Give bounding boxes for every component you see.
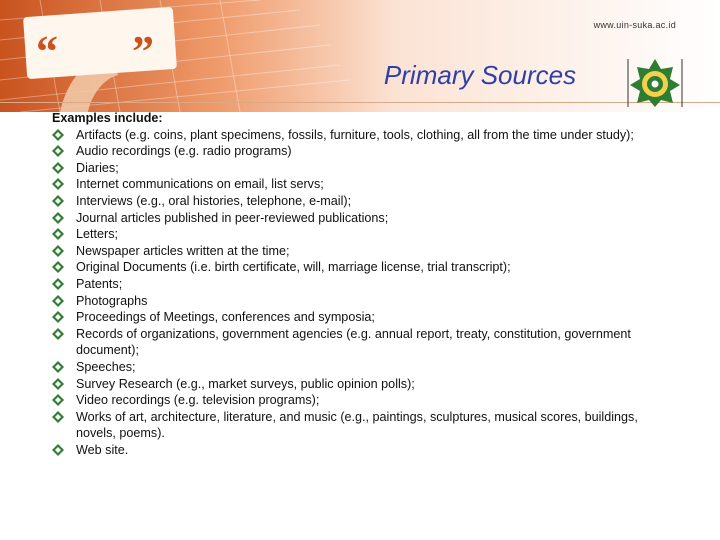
list-item bbox=[52, 193, 662, 210]
list-item bbox=[52, 442, 662, 459]
list-item bbox=[52, 359, 662, 376]
diamond-bullet-icon bbox=[52, 129, 64, 141]
list-item-text: Original Documents (i.e. birth certificate, will, marriage license, trial transcript); bbox=[76, 260, 511, 275]
university-emblem-icon bbox=[626, 55, 684, 109]
list-item bbox=[52, 376, 662, 393]
list-item-text: Records of organizations, government agencies (e.g. annual report, treaty, constitution, government document); bbox=[76, 326, 631, 358]
list-item bbox=[52, 143, 662, 160]
list-item-text: Interviews (e.g., oral histories, telephone, e-mail); bbox=[76, 193, 352, 208]
list-item-text: Audio recordings (e.g. radio programs) bbox=[76, 144, 292, 159]
list-item-text: Internet communications on email, list servs; bbox=[76, 177, 324, 192]
slide-body bbox=[52, 110, 662, 458]
list-item-text: Photographs bbox=[76, 293, 148, 308]
diamond-bullet-icon bbox=[52, 228, 64, 240]
list-item-text: Survey Research (e.g., market surveys, public opinion polls); bbox=[76, 376, 415, 391]
list-item-text: Speeches; bbox=[76, 359, 136, 374]
intro-heading: Examples include: bbox=[52, 111, 163, 125]
list-item bbox=[52, 226, 662, 243]
list-item bbox=[52, 160, 662, 177]
diamond-bullet-icon bbox=[52, 328, 64, 340]
diamond-bullet-icon bbox=[52, 378, 64, 390]
list-item bbox=[52, 309, 662, 326]
slide-title: Primary Sources bbox=[383, 60, 577, 90]
list-item-text: Web site. bbox=[76, 442, 129, 457]
diamond-bullet-icon bbox=[52, 212, 64, 224]
list-item bbox=[52, 210, 662, 227]
list-item bbox=[52, 176, 662, 193]
site-url[interactable]: www.uin-suka.ac.id bbox=[593, 20, 676, 30]
list-item bbox=[52, 293, 662, 310]
list-item-text: Proceedings of Meetings, conferences and symposia; bbox=[76, 310, 375, 325]
diamond-bullet-icon bbox=[52, 261, 64, 273]
diamond-bullet-icon bbox=[52, 195, 64, 207]
svg-text:“: “ bbox=[36, 27, 58, 76]
diamond-bullet-icon bbox=[52, 394, 64, 406]
diamond-bullet-icon bbox=[52, 361, 64, 373]
svg-text:”: ” bbox=[132, 27, 154, 76]
list-item bbox=[52, 392, 662, 409]
diamond-bullet-icon bbox=[52, 178, 64, 190]
list-item bbox=[52, 259, 662, 276]
list-item bbox=[52, 409, 662, 442]
list-item-text: Patents; bbox=[76, 276, 123, 291]
list-item bbox=[52, 326, 662, 359]
list-item-text: Newspaper articles written at the time; bbox=[76, 243, 290, 258]
list-item-text: Video recordings (e.g. television programs); bbox=[76, 393, 320, 408]
list-item-text: Journal articles published in peer-reviewed publications; bbox=[76, 210, 389, 225]
header-banner bbox=[0, 0, 720, 112]
banner-graphic bbox=[0, 0, 720, 112]
list-item-text: Works of art, architecture, literature, and music (e.g., paintings, sculptures, musical scores, buildings, novels, poems). bbox=[76, 409, 638, 441]
list-item bbox=[52, 243, 662, 260]
examples-list bbox=[52, 127, 662, 459]
list-item-text: Letters; bbox=[76, 227, 118, 242]
diamond-bullet-icon bbox=[52, 444, 64, 456]
list-item bbox=[52, 127, 662, 144]
diamond-bullet-icon bbox=[52, 278, 64, 290]
list-item bbox=[52, 276, 662, 293]
diamond-bullet-icon bbox=[52, 145, 64, 157]
diamond-bullet-icon bbox=[52, 245, 64, 257]
list-item-text: Artifacts (e.g. coins, plant specimens, fossils, furniture, tools, clothing, all from the time under study); bbox=[76, 127, 634, 142]
title-divider bbox=[0, 102, 720, 103]
diamond-bullet-icon bbox=[52, 311, 64, 323]
diamond-bullet-icon bbox=[52, 162, 64, 174]
list-item-text: Diaries; bbox=[76, 160, 119, 175]
diamond-bullet-icon bbox=[52, 411, 64, 423]
diamond-bullet-icon bbox=[52, 295, 64, 307]
